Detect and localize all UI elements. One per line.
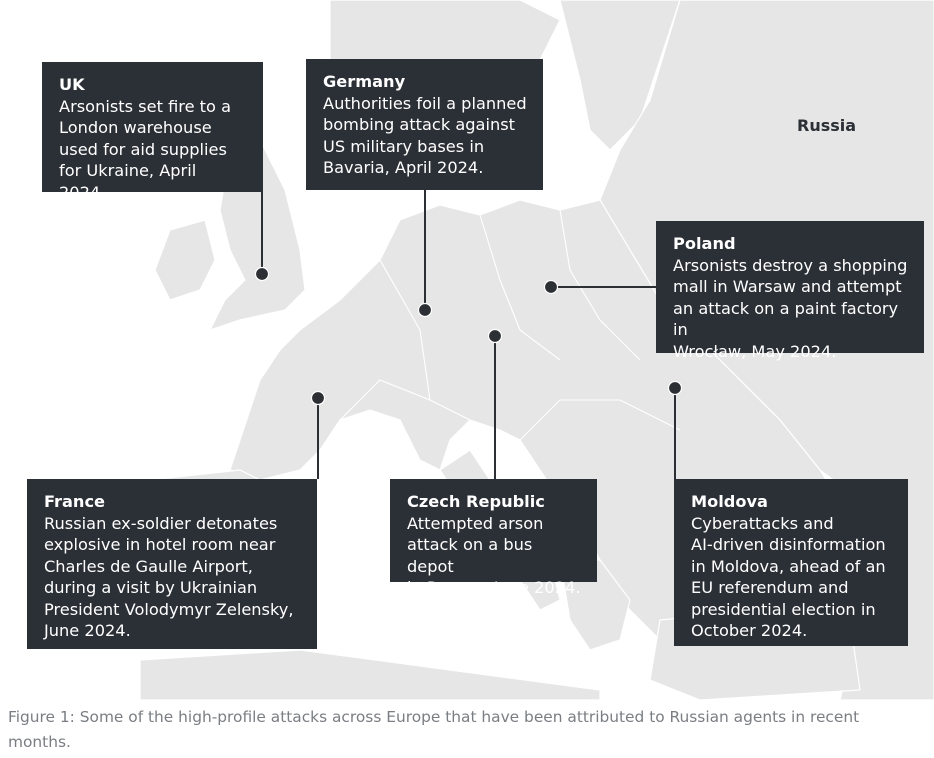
callout-poland-title: Poland — [673, 234, 736, 253]
callout-czech-title: Czech Republic — [407, 492, 545, 511]
callout-czech-republic — [390, 479, 597, 597]
callout-moldova-body: Cyberattacks and AI-driven disinformation in Moldova, ahead of an EU referendum and presidential election in October 2024. — [691, 513, 886, 640]
figure-caption: Figure 1: Some of the high-profile attacks across Europe that have been attributed to Russian agents in recent months. — [8, 708, 860, 751]
callout-moldova-title: Moldova — [691, 492, 768, 511]
callout-france-body: Russian ex-soldier detonates explosive in hotel room near Charles de Gaulle Airport, during a visit by Ukrainian President Volodymyr Zelensky, June 2024. — [44, 513, 294, 640]
marker-bavaria — [419, 304, 432, 317]
callout-poland — [656, 221, 924, 361]
callout-germany — [306, 59, 543, 190]
callout-uk-title: UK — [59, 75, 85, 94]
marker-warsaw — [545, 281, 558, 294]
marker-prague — [489, 330, 502, 343]
callout-germany-title: Germany — [323, 72, 406, 91]
marker-london — [256, 268, 269, 281]
callout-poland-body: Arsonists destroy a shopping mall in Warsaw and attempt an attack on a paint factory in Wrocław, May 2024. — [673, 255, 908, 361]
callout-uk-body: Arsonists set fire to a London warehouse used for aid supplies for Ukraine, April 2024. — [59, 96, 231, 202]
land-north-africa — [140, 650, 600, 700]
callout-uk — [42, 62, 263, 202]
label-russia: Russia — [797, 116, 857, 135]
callout-france-title: France — [44, 492, 106, 511]
marker-paris — [312, 392, 325, 405]
callout-germany-body: Authorities foil a planned bombing attack against US military bases in Bavaria, April 2024. — [323, 93, 527, 177]
callout-france — [27, 479, 317, 649]
callout-czech-body: Attempted arson attack on a bus depot in Prague, June 2024. — [407, 513, 581, 597]
marker-moldova — [669, 382, 682, 395]
land-ireland — [155, 220, 215, 300]
callout-moldova — [674, 479, 908, 646]
